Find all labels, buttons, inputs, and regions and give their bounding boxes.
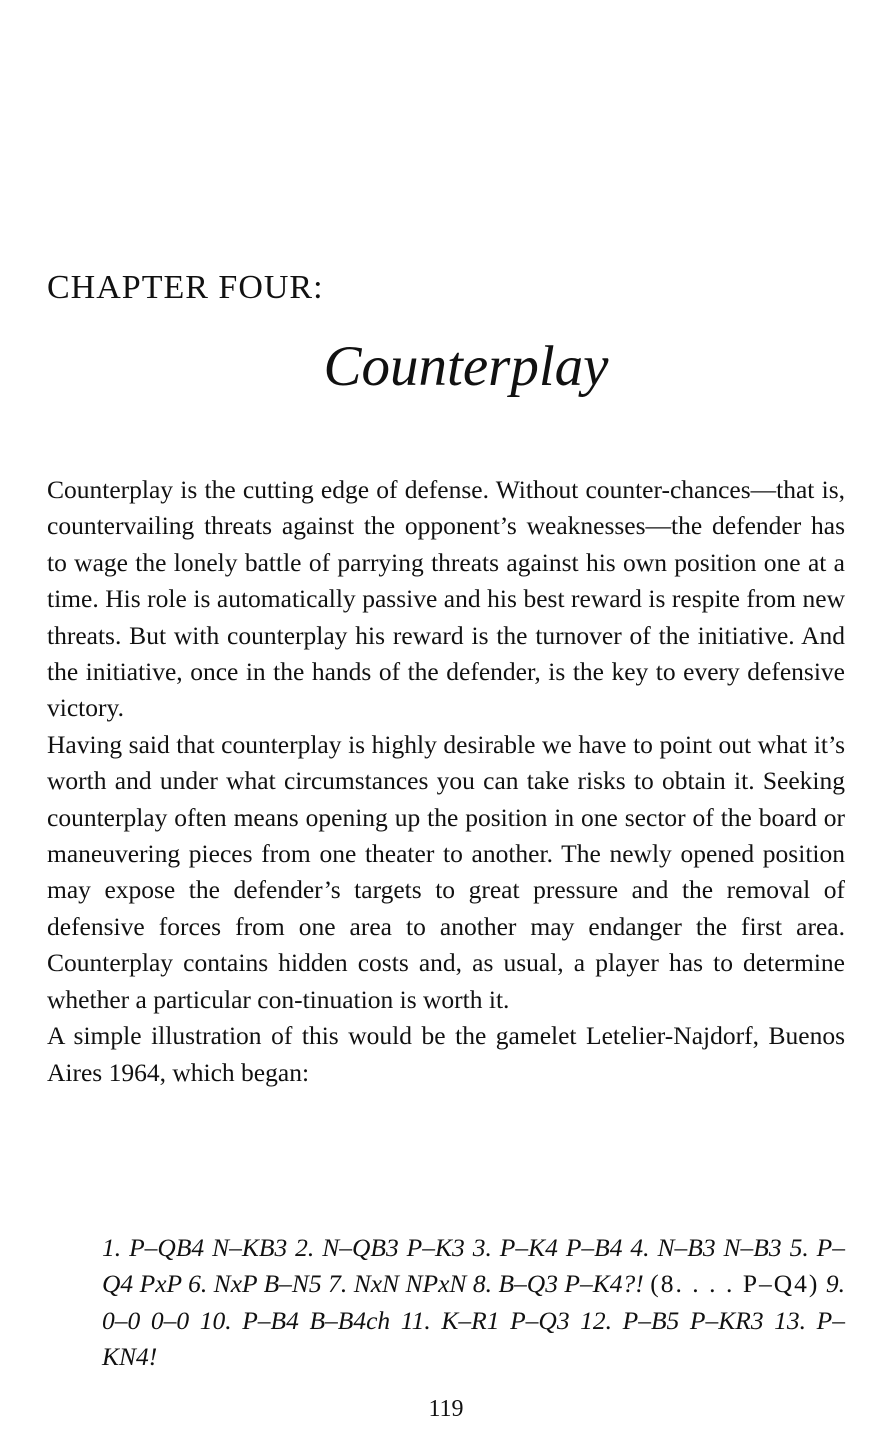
paragraph: Having said that counterplay is highly desirable we have to point out what it’s worth and under what circumstances you can take risks to obtain it. Seeking counterplay often means opening up the position in one sector of the board or maneuvering pieces from one theater to another. The newly opened position may expose the defender’s targets to great pressure and the removal of defensive forces from one area to another may endanger the first area. Counterplay contains hidden costs and, as usual, a player has to determine whether a particular con-tinuation is worth it. — [47, 729, 845, 1014]
moves-part-1: 1. P–QB4 N–KB3 2. N–QB3 P–K3 3. P–K4 P–B4 4. N–B3 N–B3 5. P–Q4 PxP 6. NxP B–N5 7. NxN NPxN 8. B–Q3 P–K4?! — [102, 1233, 845, 1299]
body-text — [47, 472, 845, 1091]
chapter-label: CHAPTER FOUR: — [47, 269, 324, 306]
page-number: 119 — [428, 1396, 464, 1422]
book-page — [47, 0, 845, 1440]
chapter-title: Counterplay — [323, 335, 609, 398]
moves-part-2: 9. 0–0 0–0 10. P–B4 B–B4ch 11. K–R1 P–Q3 12. P–B5 P–KR3 13. P–KN4! — [102, 1269, 846, 1372]
paragraph: Counterplay is the cutting edge of defense. Without counter-chances—that is, countervailing threats against the opponent’s weaknesses—the defender has to wage the lonely battle of parrying threats against his own position one at a time. His role is automatically passive and his best reward is respite from new threats. But with counterplay his reward is the turnover of the initiative. And the initiative, once in the hands of the defender, is the key to every defensive victory. — [47, 475, 845, 723]
game-moves — [102, 1230, 845, 1376]
paragraph: A simple illustration of this would be the gamelet Letelier-Najdorf, Buenos Aires 1964, which began: — [47, 1021, 845, 1087]
moves-variation: (8. . . . P–Q4) — [650, 1269, 820, 1299]
